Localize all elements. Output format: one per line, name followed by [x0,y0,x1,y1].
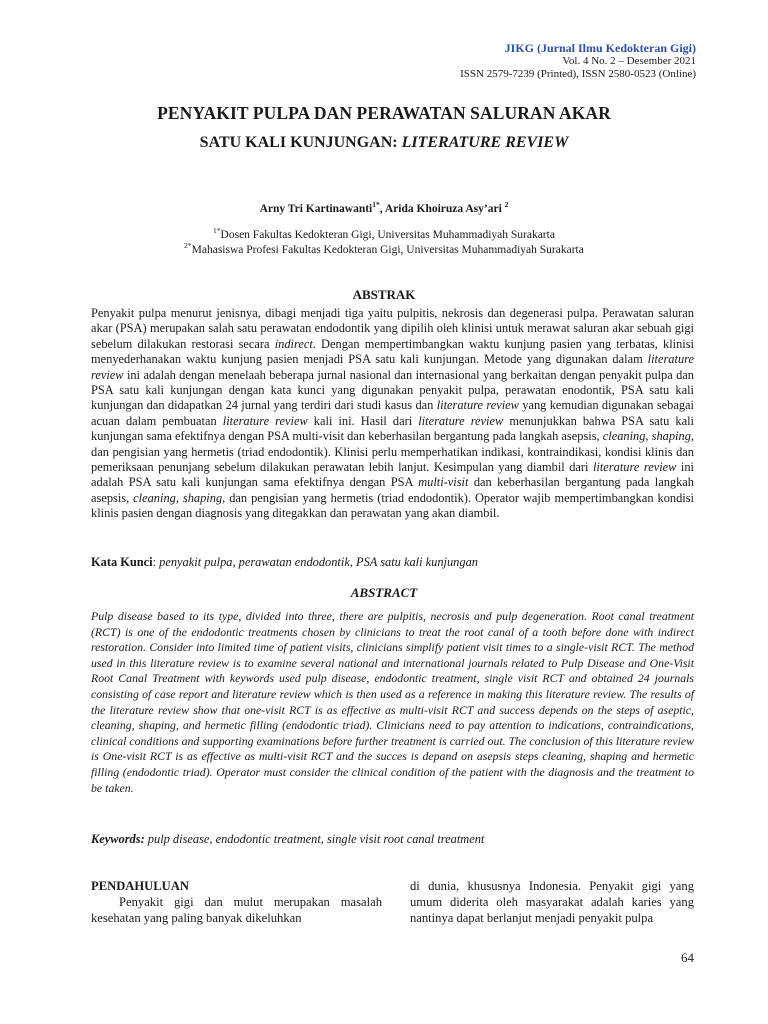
kata-kunci-colon: : [152,555,160,569]
abstrak-i3: literature review [436,398,519,413]
keywords [91,832,694,847]
abstract-paragraph: Pulp disease based to its type, divided into three, there are pulpitis, necrosis and pulp degeneration. Root canal treatment (RCT) is one of the endodontic treatments chosen by clinicians to treat the root canal of a tooth before done with indirect restoration. Consider into limited time of patient visits, clinicians simplify patient visit times to a single-visit RCT. The method used in this literature review is to examine several national and international journals related to Pulp Disease and One-Visit Root Canal Treatment with keywords used pulp disease, endodontic treatment, single visit RCT and obtained 24 journals consisting of case report and literature review which is then used as a reference in making this literature review. The results of the literature review show that one-visit RCT is as effective as multi-visit RCT and success depends on the steps of aseptic, cleaning, shaping, and hermetic filling (endodontic triad). Clinicians need to pay attention to indications, contraindications, clinical conditions and supporting examinations before further treatment is carried out. The conclusion of this literature review is One-visit RCT is as effective as multi-visit RCT and the succes is depand on asepsis steps cleaning, shaping and hermetic filling (endodontic triad). Operator must consider the clinical condition of the patient with the diagnosis and the treatment to be taken. [91,609,694,795]
affiliation-1 [0,226,768,241]
abstrak-heading: ABSTRAK [352,287,416,302]
abstrak-i7: literature review [592,460,677,475]
abstrak-i2: literature review [91,352,694,382]
keywords-label: Keywords: [91,832,145,846]
journal-volume: Vol. 4 No. 2 – Desember 2021 [562,55,696,67]
journal-header [460,42,696,81]
body-right-text: di dunia, khususnya Indonesia. Penyakit gigi yang umum diderita oleh masyarakat adalah karies yang nantinya dapat berlanjut menjadi penyakit pulpa [410,879,694,925]
abstrak-paragraph [91,306,694,522]
affiliation-1-sup: 1* [213,226,221,236]
abstrak-i9: cleaning, shaping [133,490,223,505]
keywords-text: pulp disease, endodontic treatment, single visit root canal treatment [144,832,485,846]
author-1: Arny Tri Kartinawanti [259,203,373,215]
affiliation-2 [0,241,768,256]
body-left-column [91,878,382,926]
abstrak-s9: dan keberhasilan bergantung pada langkah asepsis, [91,475,694,505]
abstrak-s10: , dan pengisian yang hermetis (triad endodontik). Operator wajib mempertimbangkan kondisi klinis pasien dengan diagnosis yang ditegakkan dan perawatan yang akan diambil. [91,490,694,521]
abstrak-s5: kali ini. Hasil dari [307,413,419,428]
abstrak-s7: , dan pengisian yang hermetis (triad endodontik). Klinisi perlu memperhatikan indikasi, kontraindikasi, kondisi klinis dan pemeriksaan penunjang sebelum dilakukan perawatan lebih lanjut. Kesimpulan yang diambil dari [91,429,695,475]
kata-kunci-label: Kata Kunci [91,555,153,569]
author-1-sup: 1* [372,200,380,210]
body-left-text: Penyakit gigi dan mulut merupakan masalah kesehatan yang paling banyak dikeluhkan [91,895,382,925]
abstrak-i6: cleaning, shaping [602,429,691,444]
abstrak-s4: yang kemudian digunakan sebagai acuan dalam pembuatan [91,398,694,428]
affiliation-1-text: Dosen Fakultas Kedokteran Gigi, Universitas Muhammadiyah Surakarta [220,229,555,241]
kata-kunci-text: penyakit pulpa, perawatan endodontik, PSA satu kali kunjungan [159,555,478,569]
body-right-column [410,878,694,926]
abstract-heading: ABSTRACT [350,585,418,600]
abstrak-s6: menunjukkan bahwa PSA satu kali kunjungan sama efektifnya dengan PSA multi-visit dan keberhasilan bergantung pada langkah asepsis, [91,413,694,444]
title-line2-italic: LITERATURE REVIEW [401,134,569,151]
affiliation-2-sup: 2* [184,241,192,251]
abstrak-i8: multi-visit [418,475,469,490]
abstrak-i1: indirect [274,336,313,351]
abstrak-i5: literature review [418,413,504,428]
section-heading-pendahuluan: PENDAHULUAN [91,879,189,893]
abstrak-s1: Penyakit pulpa menurut jenisnya, dibagi menjadi tiga yaitu pulpitis, nekrosis dan degenerasi pulpa. Perawatan saluran akar (PSA) merupakan salah satu perawatan endodontik yang dipilih oleh klinisi untuk merawat saluran akar sebuah gigi sebelum dilakukan restorasi secara [91,306,694,351]
author-2-sup: 2 [504,200,509,210]
abstrak-i4: literature review [222,413,308,428]
paper-title-line2 [0,134,768,152]
author-2: Arida Khoiruza Asy’ari [384,203,505,215]
abstrak-s8: ini adalah PSA satu kali kunjungan sama efektifnya dengan PSA [91,460,694,490]
journal-name: JIKG (Jurnal Ilmu Kedokteran Gigi) [504,41,696,55]
page-number: 64 [681,950,694,965]
kata-kunci [91,555,694,570]
journal-issn: ISSN 2579-7239 (Printed), ISSN 2580-0523 (Online) [460,68,696,80]
abstrak-s2: . Dengan mempertimbangkan waktu kunjung pasien yang terbatas, klinisi menyederhanakan waktu kunjung pasien menjadi PSA satu kali kunjungan. Metode yang digunakan dalam [91,336,695,367]
author-list [0,200,768,215]
abstrak-s3: ini adalah dengan menelaah beberapa jurnal nasional dan internasional yang berkaitan dengan penyakit pulpa dan PSA satu kali kunjungan dengan kata kunci yang digunakan penyakit pulpa, perawatan enodontik, PSA satu kali kunjungan dan didapatkan 24 jurnal yang terdiri dari studi kasus dan [91,367,694,413]
author-separator: , [379,203,385,215]
paper-title-line1: PENYAKIT PULPA DAN PERAWATAN SALURAN AKAR [157,103,611,123]
title-line2-prefix: SATU KALI KUNJUNGAN: [199,134,402,151]
affiliation-2-text: Mahasiswa Profesi Fakultas Kedokteran Gigi, Universitas Muhammadiyah Surakarta [191,244,584,256]
